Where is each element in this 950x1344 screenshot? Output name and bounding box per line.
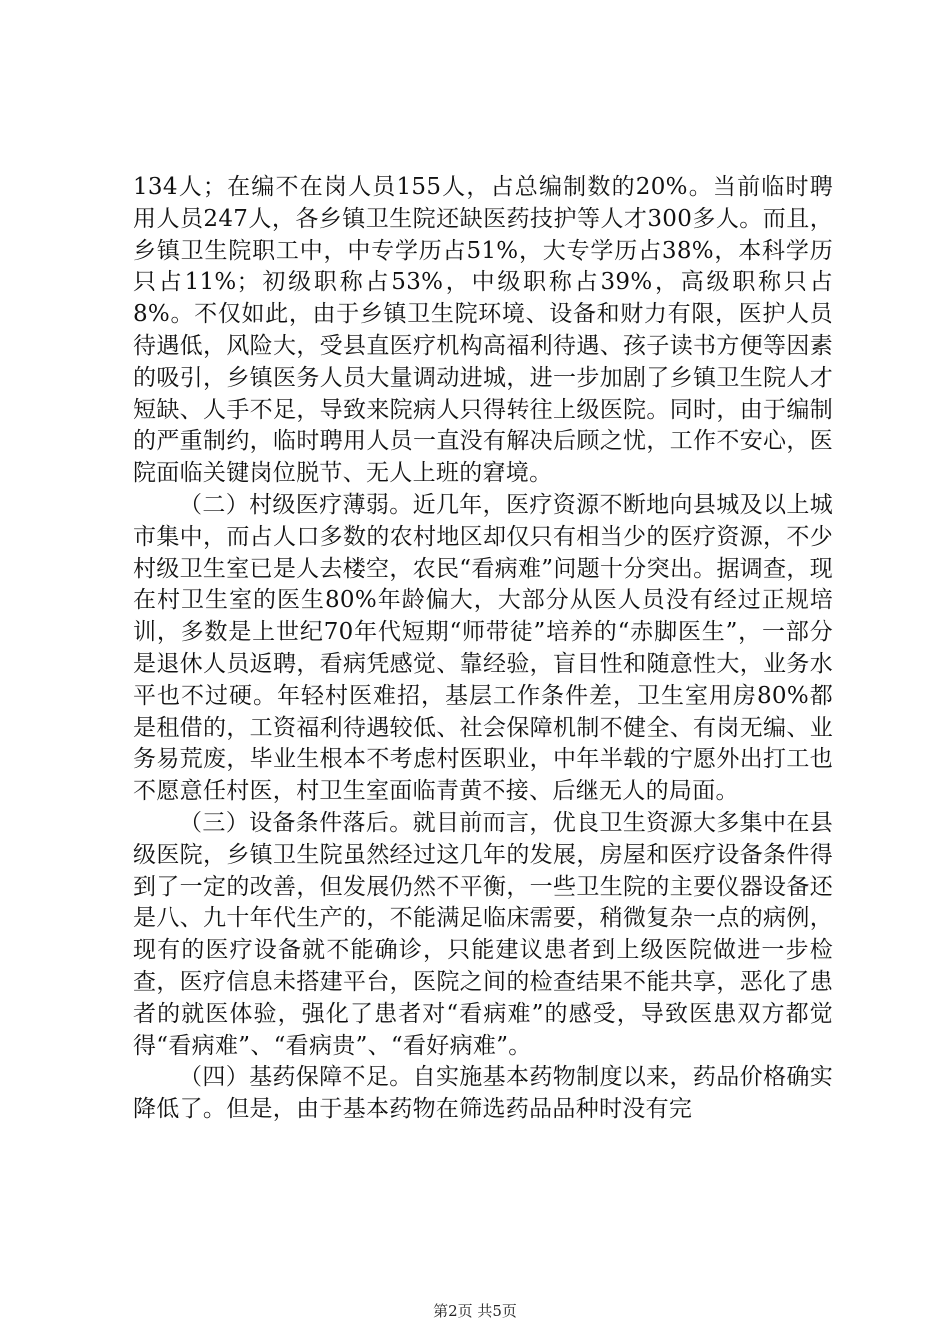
paragraph-equipment: （三）设备条件落后。就目前而言，优良卫生资源大多集中在县级医院，乡镇卫生院虽然经过这几年的发展，房屋和医疗设备条件得到了一定的改善，但发展仍然不平衡，一些卫生院的主要仪器设备还是八、九十年代生产的，不能满足临床需要，稍微复杂一点的病例，现有的医疗设备就不能确诊，只能建议患者到上级医院做进一步检查，医疗信息未搭建平台，医院之间的检查结果不能共享，恶化了患者的就医体验，强化了患者对“看病难”的感受，导致医患双方都觉得“看病难”、“看病贵”、“看好病难”。 [133, 809, 833, 1059]
page-number-footer: 第2页 共5页 [433, 1302, 517, 1320]
document-body [133, 172, 833, 1126]
paragraph-essential-drugs: （四）基药保障不足。自实施基本药物制度以来，药品价格确实降低了。但是，由于基本药物在筛选药品品种时没有完 [133, 1064, 833, 1123]
paragraph-village-medical: （二）村级医疗薄弱。近几年，医疗资源不断地向县城及以上城市集中，而占人口多数的农村地区却仅只有相当少的医疗资源，不少村级卫生室已是人去楼空，农民“看病难”问题十分突出。据调查，现在村卫生室的医生80%年龄偏大，大部分从医人员没有经过正规培训，多数是上世纪70年代短期“师带徒”培养的“赤脚医生”，一部分是退休人员返聘，看病凭感觉、靠经验，盲目性和随意性大，业务水平也不过硬。年轻村医难招，基层工作条件差，卫生室用房80%都是租借的，工资福利待遇较低、社会保障机制不健全、有岗无编、业务易荒废，毕业生根本不考虑村医职业，中年半载的宁愿外出打工也不愿意任村医，村卫生室面临青黄不接、后继无人的局面。 [133, 491, 833, 805]
paragraph-staffing: 134人；在编不在岗人员155人，占总编制数的20%。当前临时聘用人员247人，各乡镇卫生院还缺医药技护等人才300多人。而且，乡镇卫生院职工中，中专学历占51%，大专学历占38%，本科学历只占11%；初级职称占53%，中级职称占39%，高级职称只占8%。不仅如此，由于乡镇卫生院环境、设备和财力有限，医护人员待遇低，风险大，受县直医疗机构高福利待遇、孩子读书方便等因素的吸引，乡镇医务人员大量调动进城，进一步加剧了乡镇卫生院人才短缺、人手不足，导致来院病人只得转往上级医院。同时，由于编制的严重制约，临时聘用人员一直没有解决后顾之忧，工作不安心，医院面临关键岗位脱节、无人上班的窘境。 [133, 174, 833, 487]
